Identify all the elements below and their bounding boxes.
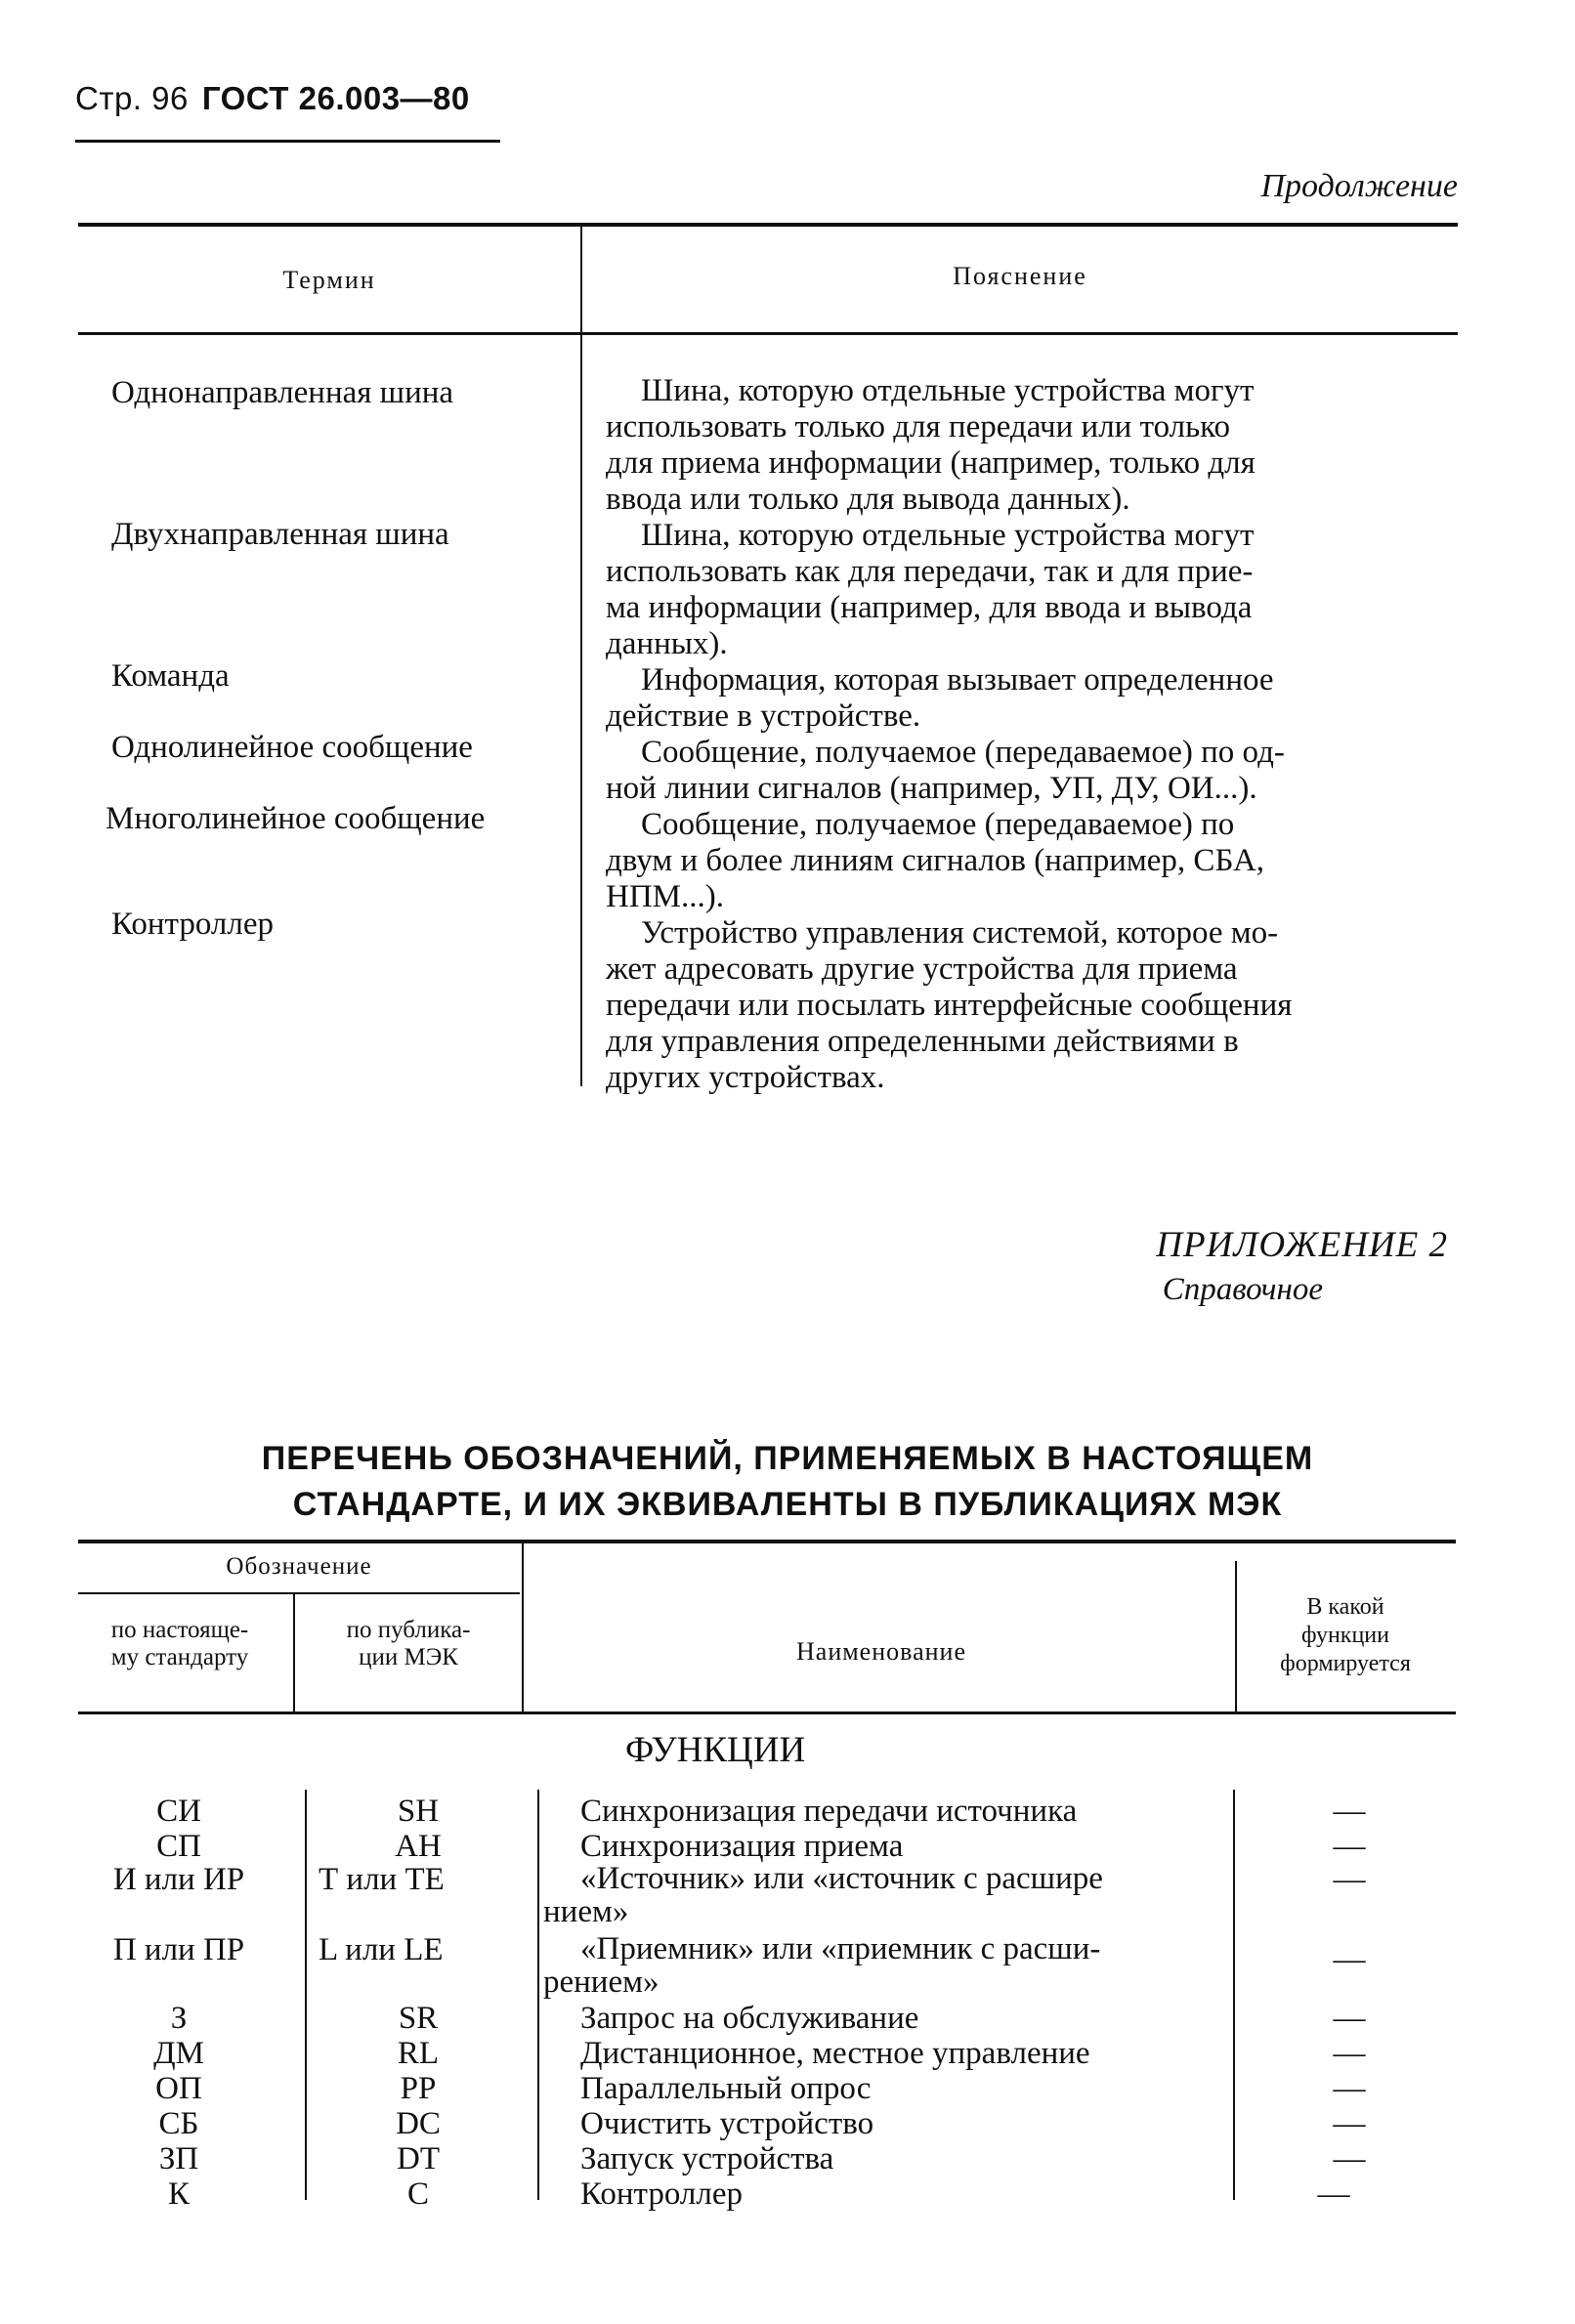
term-label: Однолинейное сообщение <box>111 730 473 765</box>
explanation-line: НПМ...). <box>606 879 724 914</box>
name-line: «Приемник» или «приемник с расши- <box>580 1931 1101 1966</box>
function-source: — <box>1333 1862 1366 1897</box>
explanation-line: Шина, которую отдельные устройства могут <box>641 373 1255 408</box>
term-label: Команда <box>111 658 230 694</box>
explanation-line: ввода или только для вывода данных). <box>606 482 1130 517</box>
function-source: — <box>1333 2071 1366 2106</box>
function-source: — <box>1333 1942 1366 1977</box>
section-heading: ФУНКЦИИ <box>625 1730 806 1770</box>
table-row <box>0 2036 1575 2071</box>
table2-col-function <box>1237 1593 1454 1678</box>
std-code: ЗП <box>158 2141 199 2176</box>
function-name: Контроллер <box>580 2176 743 2212</box>
explanation-text <box>606 373 1456 1096</box>
table2-col-designation: Обозначение <box>226 1553 372 1580</box>
appendix-subtitle: Справочное <box>1162 1272 1323 1307</box>
function-source: — <box>1333 2141 1366 2176</box>
function-source: — <box>1317 2176 1350 2212</box>
function-source: — <box>1333 2106 1366 2141</box>
list-title-line: ПЕРЕЧЕНЬ ОБОЗНАЧЕНИЙ, ПРИМЕНЯЕМЫХ В НАСТОЯЩЕМ <box>261 1440 1314 1477</box>
header-rule <box>75 140 500 143</box>
function-source: — <box>1333 1794 1366 1829</box>
name-line: рением» <box>543 1965 660 2000</box>
explanation-line: Шина, которую отдельные устройства могут <box>641 518 1255 553</box>
explanation-line: Сообщение, получаемое (передаваемое) по <box>641 807 1235 842</box>
table-row <box>0 2176 1575 2212</box>
header-line: му стандарту <box>110 1644 249 1670</box>
explanation-line: использовать как для передачи, так и для прие- <box>606 554 1254 589</box>
std-code: К <box>167 2176 190 2212</box>
explanation-line: действие в устройстве. <box>606 698 921 734</box>
table2-group-rule <box>78 1592 520 1594</box>
table1-column-divider <box>580 227 582 1086</box>
explanation-line: передачи или посылать интерфейсные сообщения <box>606 988 1293 1023</box>
table-row <box>0 2106 1575 2141</box>
std-code: И или ИР <box>112 1862 245 1897</box>
term-label: Контроллер <box>111 907 274 942</box>
table-row <box>0 2071 1575 2106</box>
explanation-line: Устройство управления системой, которое мо- <box>641 915 1279 951</box>
std-code: СП <box>156 1829 201 1864</box>
appendix-title: ПРИЛОЖЕНИЕ 2 <box>1156 1225 1448 1265</box>
table2-divider <box>522 1543 524 1711</box>
explanation-line: для управления определенными действиями в <box>606 1024 1239 1059</box>
function-name: Запрос на обслуживание <box>580 2001 919 2036</box>
explanation-line: использовать только для передачи или только <box>606 409 1231 444</box>
name-line: «Источник» или «источник с расшире <box>580 1861 1103 1896</box>
iec-code: PP <box>400 2071 437 2106</box>
header-line: функции <box>1301 1623 1389 1648</box>
std-code: ОП <box>155 2071 202 2106</box>
iec-code: DT <box>397 2141 440 2176</box>
std-code: СИ <box>156 1794 201 1829</box>
table1-top-rule <box>78 223 1458 227</box>
function-name: Очистить устройство <box>580 2106 874 2141</box>
iec-code: С <box>406 2176 429 2212</box>
iec-code: DC <box>396 2106 441 2141</box>
function-name: Синхронизация передачи источника <box>580 1794 1078 1829</box>
iec-code: Т или ТЕ <box>319 1862 445 1897</box>
list-title <box>0 1436 1575 1528</box>
function-source: — <box>1333 2036 1366 2071</box>
header-line: по публика- <box>346 1617 471 1643</box>
iec-code: АН <box>395 1829 442 1864</box>
table2-col-iec <box>295 1617 522 1671</box>
name-line: нием» <box>543 1894 629 1929</box>
iec-code: SH <box>397 1794 440 1829</box>
header-line: ции МЭК <box>359 1644 458 1670</box>
explanation-line: ной линии сигналов (например, УП, ДУ, ОИ...). <box>606 771 1257 806</box>
table-row <box>0 1862 1575 1930</box>
iec-code: SR <box>398 2001 439 2036</box>
term-label: Однонаправленная шина <box>111 375 454 410</box>
header-line: по настояще- <box>110 1617 249 1643</box>
table2-col-name: Наименование <box>796 1637 966 1666</box>
table1-header-rule <box>78 332 1458 335</box>
std-code: СБ <box>158 2106 199 2141</box>
table2-col-standard <box>66 1617 293 1671</box>
function-source: — <box>1333 1829 1366 1864</box>
iec-code: RL <box>397 2036 440 2071</box>
table-row <box>0 1794 1575 1829</box>
table-row <box>0 2001 1575 2036</box>
term-label: Многолинейное сообщение <box>106 801 486 836</box>
explanation-line: других устройствах. <box>606 1060 885 1095</box>
header-line: В какой <box>1306 1594 1384 1620</box>
table-row <box>0 2141 1575 2176</box>
page-number: Стр. 96 <box>75 80 189 116</box>
list-title-line: СТАНДАРТЕ, И ИХ ЭКВИВАЛЕНТЫ В ПУБЛИКАЦИЯХ МЭК <box>292 1486 1283 1523</box>
table2-header-rule <box>78 1711 1456 1714</box>
table1-col-explanation: Пояснение <box>953 262 1087 290</box>
std-code: П или ПР <box>112 1932 245 1967</box>
function-name: Дистанционное, местное управление <box>580 2036 1090 2071</box>
header-line: формируется <box>1280 1651 1411 1676</box>
explanation-line: Сообщение, получаемое (передаваемое) по од- <box>641 735 1285 770</box>
explanation-line: для приема информации (например, только для <box>606 445 1256 481</box>
explanation-line: Информация, которая вызывает определенное <box>641 662 1274 697</box>
explanation-line: данных). <box>606 626 728 661</box>
function-source: — <box>1333 2001 1366 2036</box>
page-header <box>75 80 470 117</box>
table1-col-term: Термин <box>282 266 376 294</box>
std-code: З <box>170 2001 188 2036</box>
function-name: Синхронизация приема <box>580 1829 904 1864</box>
function-name: Параллельный опрос <box>580 2071 872 2106</box>
explanation-line: двум и более линиям сигналов (например, СБА, <box>606 843 1265 878</box>
table2-top-rule <box>78 1540 1456 1543</box>
explanation-line: жет адресовать другие устройства для приема <box>606 951 1238 987</box>
standard-code: ГОСТ 26.003—80 <box>201 80 470 116</box>
term-label: Двухнаправленная шина <box>111 517 449 552</box>
iec-code: L или LE <box>319 1932 444 1967</box>
function-name: Запуск устройства <box>580 2141 834 2176</box>
std-code: ДМ <box>153 2036 204 2071</box>
explanation-line: ма информации (например, для ввода и вывода <box>606 590 1253 625</box>
table-row <box>0 1829 1575 1864</box>
function-name <box>543 1862 1217 1928</box>
table-row <box>0 1932 1575 2001</box>
continuation-label: Продолжение <box>1260 168 1458 204</box>
function-name <box>543 1932 1217 1999</box>
